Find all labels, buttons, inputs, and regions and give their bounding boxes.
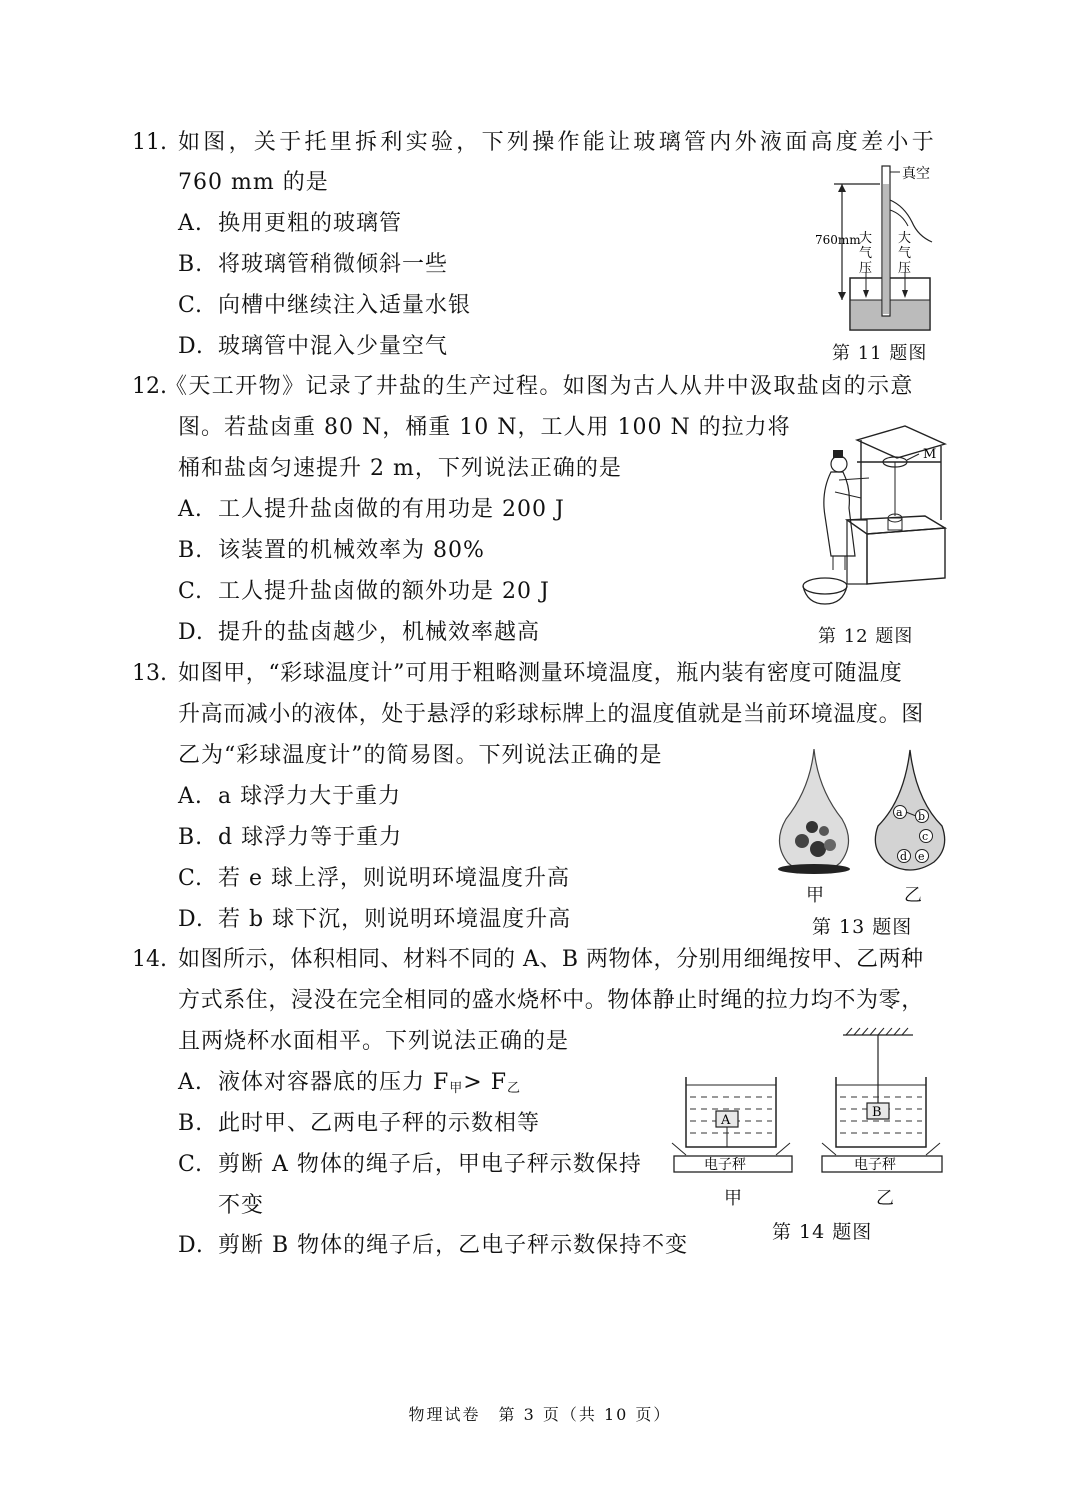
option-text: 该装置的机械效率为 80% (218, 538, 485, 563)
option-text: 提升的盐卤越少，机械效率越高 (218, 620, 541, 645)
option-letter: C. (178, 1152, 204, 1177)
figure-label-jia: 甲 (806, 885, 825, 906)
option-letter: A. (178, 497, 203, 522)
figure-caption: 第 13 题图 (812, 916, 913, 938)
option-text: d 球浮力等于重力 (218, 825, 403, 850)
pulley-label-m: M (923, 447, 937, 462)
option-text: a 球浮力大于重力 (218, 784, 402, 809)
option-letter: C. (178, 866, 204, 891)
option-text: 剪断 B 物体的绳子后，乙电子秤示数保持不变 (218, 1233, 689, 1258)
question-number: 12. (132, 374, 167, 399)
option-text: 剪断 A 物体的绳子后，甲电子秤示数保持 (218, 1152, 642, 1177)
option-text: 工人提升盐卤做的有用功是 200 J (218, 497, 565, 522)
option-letter: B. (178, 252, 204, 277)
option-text (218, 1067, 521, 1105)
option-letter: D. (178, 907, 204, 932)
option-letter: C. (178, 293, 204, 318)
block-b-label: B (872, 1105, 882, 1120)
option-letter: B. (178, 825, 204, 850)
question-number: 14. (132, 947, 167, 972)
option-letter: B. (178, 538, 204, 563)
question-stem: 图。若盐卤重 80 N，桶重 10 N，工人用 100 N 的拉力将 (178, 415, 791, 440)
question-stem: 升高而减小的液体，处于悬浮的彩球标牌上的温度值就是当前环境温度。图 (178, 702, 924, 727)
option-letter: D. (178, 334, 204, 359)
question-number: 13. (132, 661, 167, 686)
vacuum-label: 真空 (902, 166, 930, 182)
ball-label-b: b (918, 810, 926, 823)
figure-label-yi: 乙 (876, 1188, 895, 1209)
question-stem: 桶和盐卤匀速提升 2 m，下列说法正确的是 (178, 456, 622, 481)
question-stem: 如图，关于托里拆利实验，下列操作能让玻璃管内外液面高度差小于 (178, 130, 938, 155)
figure-caption: 第 14 题图 (772, 1221, 873, 1243)
option-letter: A. (178, 1070, 203, 1095)
option-letter: C. (178, 579, 204, 604)
scale-label: 电子秤 (854, 1157, 896, 1173)
height-label: 760mm (815, 233, 861, 247)
subscript-jia: 甲 (449, 1081, 464, 1096)
figure-caption: 第 11 题图 (832, 343, 928, 364)
figure-label-yi: 乙 (904, 885, 923, 906)
question-stem: 方式系住，浸没在完全相同的盛水烧杯中。物体静止时绳的拉力均不为零， (178, 988, 924, 1013)
ball-label-e: e (918, 850, 925, 863)
figure-label-jia: 甲 (724, 1188, 743, 1209)
question-stem: 《天工开物》记录了井盐的生产过程。如图为古人从井中汲取盐卤的示意 (165, 374, 914, 399)
question-stem: 如图所示，体积相同、材料不同的 A、B 两物体，分别用细绳按甲、乙两种 (178, 947, 924, 972)
pressure-char: 气 (859, 246, 873, 261)
option-text-main: 液体对容器底的压力 F (218, 1070, 450, 1095)
torricelli-figure (810, 160, 950, 340)
option-text: 换用更粗的玻璃管 (218, 211, 403, 236)
option-text: 若 e 球上浮，则说明环境温度升高 (218, 866, 571, 891)
galileo-thermometer-photo (772, 745, 857, 880)
pressure-char: 气 (898, 246, 912, 261)
ball-label-d: d (900, 850, 908, 863)
option-letter: D. (178, 1233, 204, 1258)
beaker-scale-figure (668, 1025, 953, 1185)
option-text-continued: 不变 (218, 1193, 265, 1218)
page-footer: 物理试卷 第 3 页（共 10 页） (408, 1405, 672, 1424)
option-text: 此时甲、乙两电子秤的示数相等 (218, 1111, 541, 1136)
subscript-yi: 乙 (506, 1081, 521, 1096)
pressure-char: 大 (898, 231, 912, 246)
option-text: 将玻璃管稍微倾斜一些 (218, 252, 449, 277)
pressure-char: 压 (859, 261, 873, 276)
option-text: 玻璃管中混入少量空气 (218, 334, 449, 359)
option-letter: A. (178, 784, 203, 809)
option-letter: D. (178, 620, 204, 645)
option-text: 工人提升盐卤做的额外功是 20 J (218, 579, 550, 604)
option-text: 向槽中继续注入适量水银 (218, 293, 472, 318)
option-text: 若 b 球下沉，则说明环境温度升高 (218, 907, 572, 932)
block-a-label: A (721, 1113, 731, 1128)
question-stem: 且两烧杯水面相平。下列说法正确的是 (178, 1029, 570, 1054)
ball-label-a: a (896, 806, 903, 819)
question-stem: 乙为“彩球温度计”的简易图。下列说法正确的是 (178, 743, 663, 768)
galileo-thermometer-diagram (870, 748, 950, 878)
scale-label: 电子秤 (704, 1157, 746, 1173)
ball-label-c: c (922, 830, 929, 843)
option-letter: A. (178, 211, 203, 236)
figure-caption: 第 12 题图 (818, 626, 914, 647)
question-stem: 760 mm 的是 (178, 170, 329, 195)
pressure-char: 压 (898, 261, 912, 276)
option-letter: B. (178, 1111, 204, 1136)
option-text-mid: > F (463, 1070, 507, 1095)
well-salt-figure (795, 420, 955, 620)
pressure-char: 大 (859, 231, 873, 246)
question-number: 11. (132, 130, 167, 155)
question-stem: 如图甲，“彩球温度计”可用于粗略测量环境温度，瓶内装有密度可随温度 (178, 661, 903, 686)
